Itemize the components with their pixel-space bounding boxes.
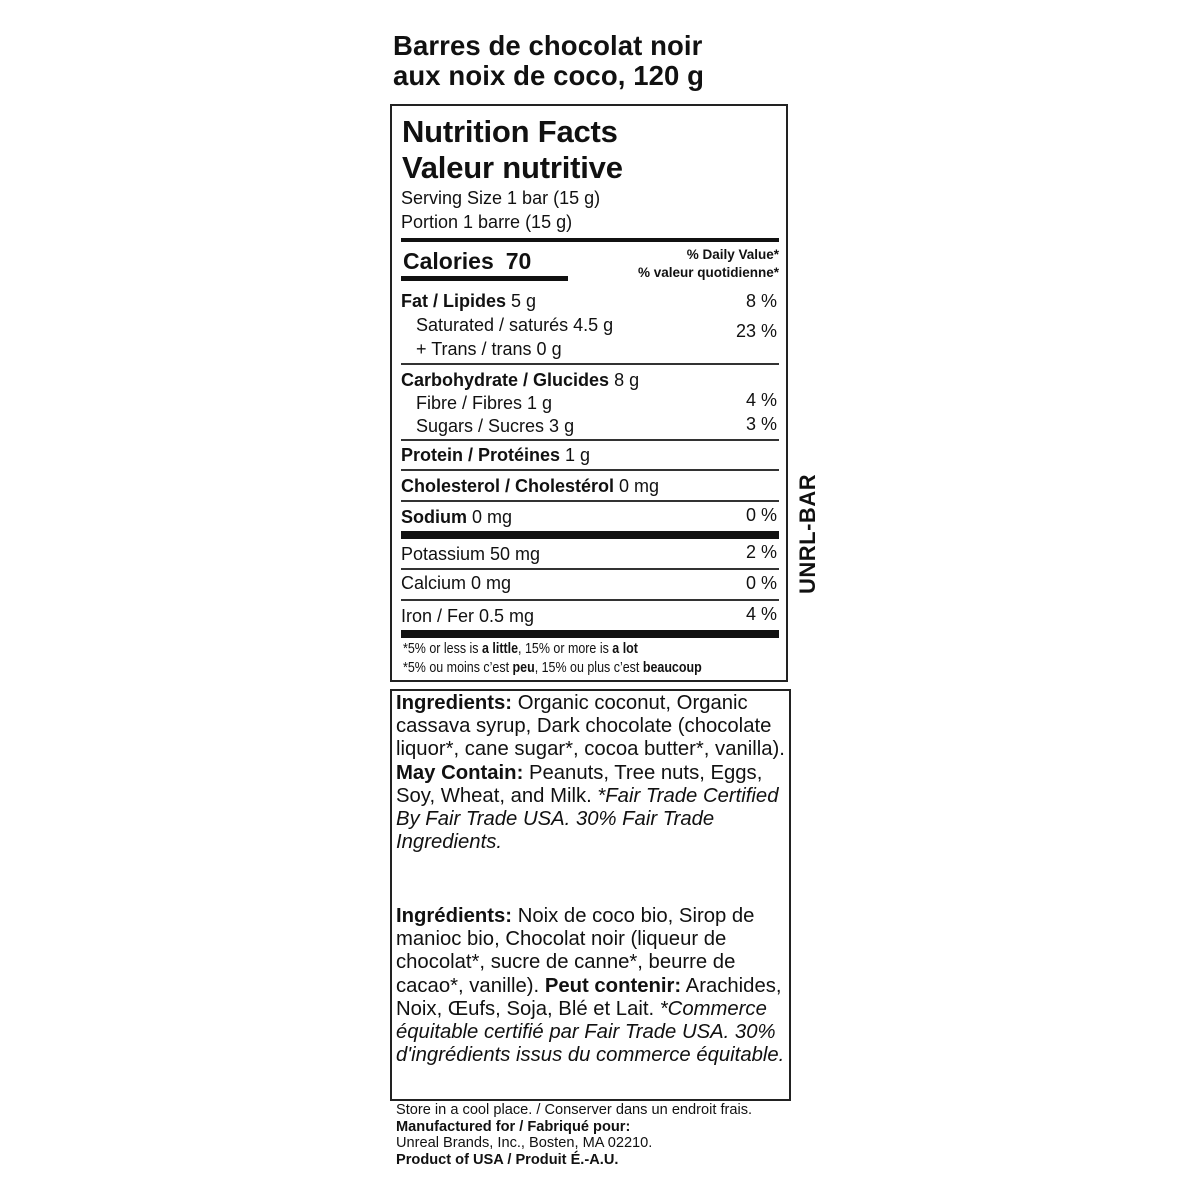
storage-instructions: Store in a cool place. / Conserver dans un endroit frais.: [396, 1102, 753, 1118]
serving-size-en: Serving Size 1 bar (15 g): [401, 188, 601, 208]
footnote-en: *5% or less is a little, 15% or more is a lot: [403, 641, 638, 657]
serving-size: [401, 186, 600, 234]
nutrient-label: Fibre / Fibres 1 g: [416, 393, 553, 413]
nutrient-label: Calcium 0 mg: [401, 573, 512, 593]
divider: [401, 439, 779, 441]
nutrient-percent: 23 %: [735, 321, 777, 341]
ingredients-label-fr: Ingrédients:: [396, 905, 513, 927]
country-of-origin: Product of USA / Produit É.-A.U.: [396, 1151, 619, 1168]
nutrient-percent: 0 %: [745, 505, 777, 525]
nutrient-row-fibre: [401, 392, 779, 414]
nutrient-label: + Trans / trans 0 g: [416, 339, 562, 359]
nutrient-row-sugars: [401, 415, 779, 437]
nutrient-row-potassium: [401, 543, 779, 565]
ingredients-list-en: Organic coconut, Organic cassava syrup, Dark chocolate (chocolate liquor*, cane sugar*, cocoa butter*, vanilla).: [396, 692, 785, 761]
label-footer: [396, 1102, 752, 1168]
nutrient-row-carbohydrate: [401, 369, 779, 391]
manufactured-for-label: Manufactured for / Fabriqué pour:: [396, 1118, 631, 1135]
divider: [401, 599, 779, 601]
nutrient-label: Fat / Lipides 5 g: [401, 291, 537, 311]
divider-thick: [401, 630, 779, 638]
may-contain-label-fr: Peut contenir:: [544, 974, 682, 997]
fair-trade-note-fr: *Commerce équitable certifié par Fair Trade USA. 30% d'ingrédients issus du commerce équitable.: [396, 997, 785, 1067]
may-contain-label-en: May Contain:: [396, 761, 524, 784]
daily-value-header-fr: % valeur quotidienne*: [637, 265, 779, 280]
nutrient-label: Potassium 50 mg: [401, 544, 541, 564]
nutrient-label: Protein / Protéines 1 g: [401, 445, 591, 465]
product-title-line2: aux noix de coco, 120 g: [393, 60, 705, 91]
nutrition-title-en: Nutrition Facts: [402, 114, 618, 149]
nutrient-percent: 0 %: [745, 573, 777, 593]
nutrient-row-sodium: [401, 506, 779, 528]
allergens-fr: Arachides, Noix, Œufs, Soja, Blé et Lait.: [396, 974, 782, 1020]
nutrient-percent: 2 %: [745, 542, 777, 562]
nutrient-row-cholesterol: [401, 475, 779, 497]
serving-size-fr: Portion 1 barre (15 g): [401, 212, 573, 232]
nutrient-percent: 3 %: [745, 414, 777, 434]
nutrient-row-calcium: [401, 572, 779, 594]
nutrient-label: Cholesterol / Cholestérol 0 mg: [401, 476, 660, 496]
daily-value-header-en: % Daily Value*: [686, 247, 779, 262]
daily-value-header: [638, 246, 779, 282]
footnote-fr: *5% ou moins c’est peu, 15% ou plus c’est beaucoup: [403, 660, 702, 676]
nutrient-label: Sugars / Sucres 3 g: [416, 416, 575, 436]
daily-value-footnote: [403, 640, 702, 678]
nutrient-row-fat: [401, 290, 779, 312]
nutrient-label: Carbohydrate / Glucides 8 g: [401, 370, 640, 390]
nutrient-percent: 4 %: [745, 390, 777, 410]
nutrition-title-fr: Valeur nutritive: [402, 150, 623, 185]
nutrient-percent: 4 %: [745, 604, 777, 624]
calories-value: 70: [505, 248, 532, 274]
divider: [401, 568, 779, 570]
nutrient-label: Sodium 0 mg: [401, 507, 513, 527]
calories-label: Calories: [403, 248, 494, 274]
divider: [401, 469, 779, 471]
nutrient-label: Iron / Fer 0.5 mg: [401, 606, 535, 626]
divider-top: [401, 238, 779, 242]
nutrient-row-iron: [401, 605, 779, 627]
divider: [401, 500, 779, 502]
calories-underline: [401, 276, 568, 281]
divider-thick: [401, 531, 779, 539]
divider: [401, 363, 779, 365]
nutrient-percent: 8 %: [745, 291, 777, 311]
product-title-line1: Barres de chocolat noir: [393, 30, 703, 61]
nutrition-title: [402, 114, 623, 186]
calories-row: [403, 247, 531, 275]
ingredients-panel: [390, 689, 791, 1101]
product-code: UNRL-BAR: [795, 473, 820, 594]
ingredients-list-fr: Noix de coco bio, Sirop de manioc bio, Chocolat noir (liqueur de chocolat*, sucre de canne*, beurre de cacao*, vanille).: [396, 905, 755, 997]
fair-trade-note-en: *Fair Trade Certified By Fair Trade USA. 30% Fair Trade Ingredients.: [396, 784, 779, 854]
nutrition-facts-panel: [390, 104, 788, 682]
nutrient-row-saturated: [401, 314, 779, 341]
allergens-en: Peanuts, Tree nuts, Eggs, Soy, Wheat, and Milk.: [396, 761, 763, 807]
manufacturer-address: Unreal Brands, Inc., Bosten, MA 02210.: [396, 1135, 653, 1151]
ingredients-en: [396, 692, 791, 854]
nutrient-label: Saturated / saturés 4.5 g: [416, 315, 614, 335]
ingredients-label-en: Ingredients:: [396, 692, 513, 714]
nutrient-row-protein: [401, 444, 779, 466]
product-title: [393, 31, 813, 91]
ingredients-fr: [396, 905, 791, 1067]
nutrient-row-trans: [401, 338, 779, 360]
